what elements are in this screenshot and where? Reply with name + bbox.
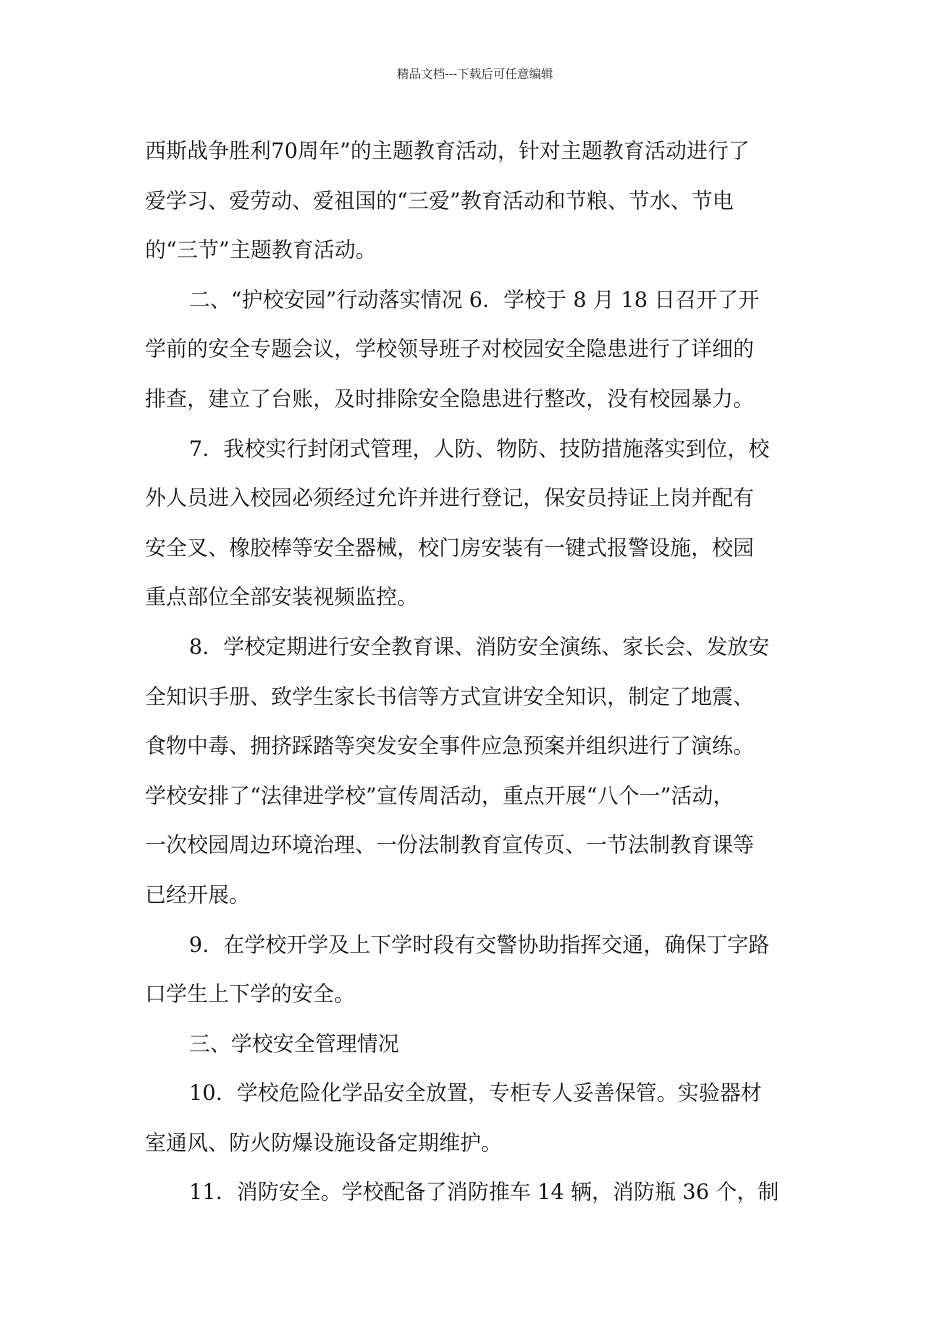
paragraph-start-line: 10．学校危险化学品安全放置，专柜专人妥善保管。实验器材 [189, 1081, 762, 1106]
document-body [145, 127, 809, 1218]
text-line: 爱学习、爱劳动、爱祖国的“三爱”教育活动和节粮、节水、节电 [145, 188, 734, 213]
text-line: 西斯战争胜利70周年”的主题教育活动，针对主题教育活动进行了 [145, 139, 750, 163]
section-heading: 三、学校安全管理情况 [189, 1031, 399, 1056]
text-line: 口学生上下学的安全。 [145, 982, 355, 1007]
text-line: 室通风、防火防爆设施设备定期维护。 [145, 1130, 502, 1155]
text-line: 一次校园周边环境治理、一份法制教育宣传页、一节法制教育课等 [145, 833, 754, 858]
page-header: 精品文档---下载后可任意编辑 [396, 67, 554, 81]
text-line: 学前的安全专题会议，学校领导班子对校园安全隐患进行了详细的 [145, 337, 754, 362]
text-line: 外人员进入校园必须经过允许并进行登记，保安员持证上岗并配有 [145, 486, 754, 511]
text-line: 已经开展。 [145, 882, 250, 907]
text-line: 排查，建立了台账，及时排除安全隐患进行整改，没有校园暴力。 [145, 386, 754, 411]
paragraph-start-line: 11．消防安全。学校配备了消防推车 14 辆，消防瓶 36 个，制 [189, 1180, 779, 1205]
paragraph-start-line: 8．学校定期进行安全教育课、消防安全演练、家长会、发放安 [189, 634, 770, 659]
text-line: 重点部位全部安装视频监控。 [145, 585, 418, 610]
text-line: 安全叉、橡胶棒等安全器械，校门房安装有一键式报警设施，校园 [145, 535, 754, 560]
paragraph-start-line: 9．在学校开学及上下学时段有交警协助指挥交通，确保丁字路 [189, 932, 770, 957]
paragraph-start-line: 7．我校实行封闭式管理，人防、物防、技防措施落实到位，校 [189, 436, 770, 461]
text-line: 食物中毒、拥挤踩踏等突发安全事件应急预案并组织进行了演练。 [145, 734, 754, 759]
text-line: 学校安排了“法律进学校”宣传周活动，重点开展“八个一”活动， [145, 783, 734, 808]
text-line: 的“三节”主题教育活动。 [145, 238, 377, 263]
paragraph-start-line: 二、“护校安园”行动落实情况 6．学校于 8 月 18 日召开了开 [189, 287, 760, 312]
text-line: 全知识手册、致学生家长书信等方式宣讲安全知识，制定了地震、 [145, 684, 754, 709]
